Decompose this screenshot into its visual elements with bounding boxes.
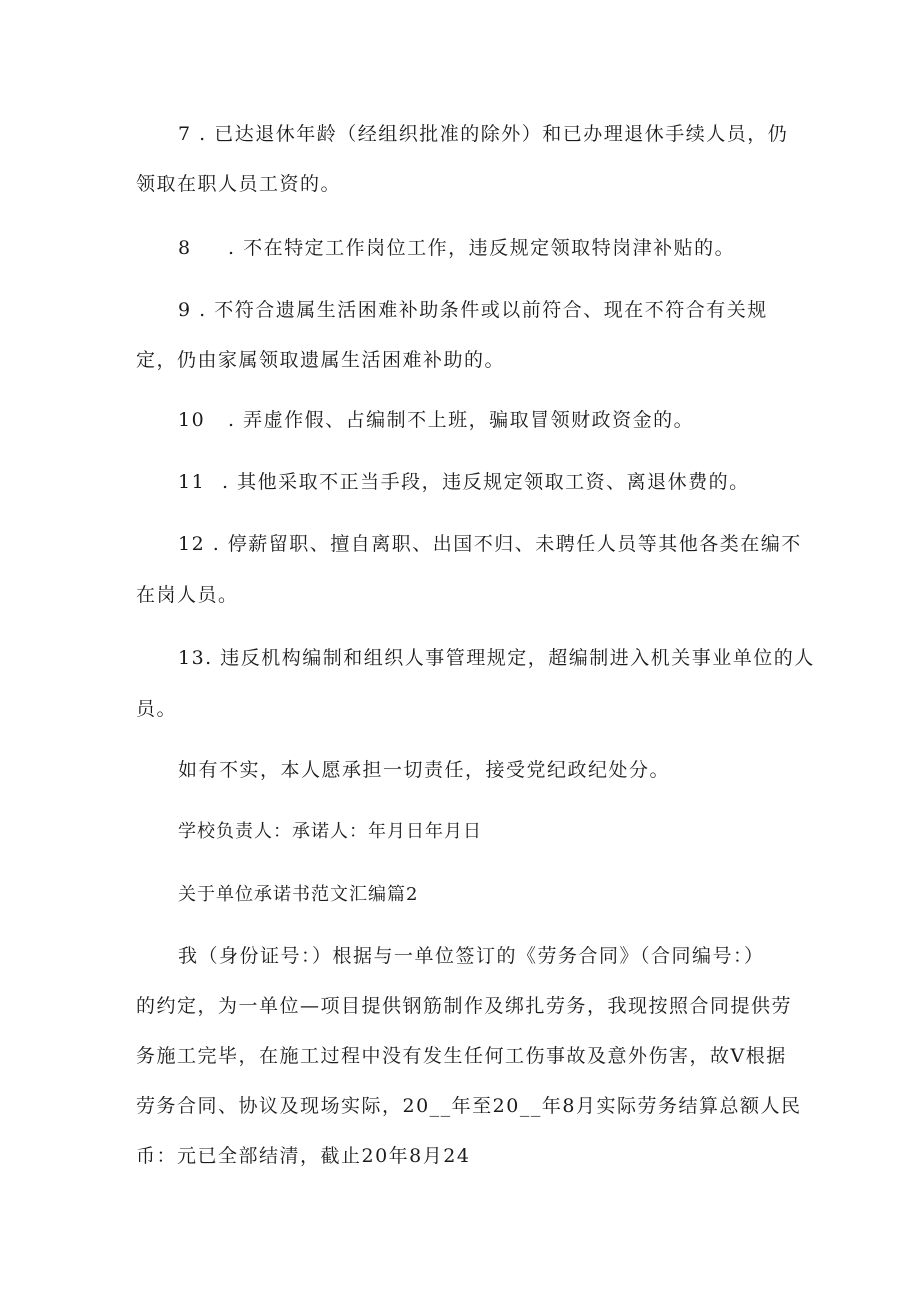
- signature-line: 学校负责人：承诺人：年月日年月日: [178, 821, 482, 842]
- item-7-line-1: 7 . 已达退休年龄（经组织批准的除外）和已办理退休手续人员，仍: [178, 123, 789, 145]
- item-8-number: 8: [178, 237, 192, 259]
- item-11: [178, 470, 750, 494]
- item-11-text: . 其他采取不正当手段，违反规定领取工资、离退休费的。: [222, 471, 750, 493]
- item-12-line-2: 在岗人员。: [136, 584, 239, 606]
- item-13-line-2: 员。: [136, 698, 178, 720]
- section-title: 关于单位承诺书范文汇编篇2: [178, 884, 419, 905]
- para-2-line-3: 务施工完毕，在施工过程中没有发生任何工伤事故及意外伤害，故V根据: [136, 1045, 787, 1067]
- para-2-line-4: 劳务合同、协议及现场实际，20__年至20__年8月实际劳务结算总额人民: [136, 1095, 802, 1117]
- item-11-number: 11: [178, 471, 206, 493]
- para-2-line-2: 的约定，为一单位—项目提供钢筋制作及绑扎劳务，我现按照合同提供劳: [136, 995, 793, 1017]
- item-8: [178, 236, 735, 260]
- item-9-line-1: 9 . 不符合遗属生活困难补助条件或以前符合、现在不符合有关规: [178, 299, 768, 321]
- item-9-line-2: 定，仍由家属领取遗属生活困难补助的。: [136, 349, 506, 371]
- item-8-text: . 不在特定工作岗位工作，违反规定领取特岗津补贴的。: [228, 237, 736, 259]
- item-10-text: . 弄虚作假、占编制不上班，骗取冒领财政资金的。: [228, 409, 695, 431]
- item-12-line-1: 12 . 停薪留职、擅自离职、出国不归、未聘任人员等其他各类在编不: [178, 533, 802, 555]
- pledge-statement: 如有不实，本人愿承担一切责任，接受党纪政纪处分。: [178, 759, 671, 781]
- item-10: [178, 408, 694, 432]
- para-2-line-1: 我（身份证号：）根据与一单位签订的《劳务合同》（合同编号：）: [178, 945, 765, 967]
- para-2-line-5: 币：元已全部结清，截止20年8月24: [136, 1145, 471, 1167]
- item-13-line-1: 13. 违反机构编制和组织人事管理规定，超编制进入机关事业单位的人: [178, 647, 815, 669]
- item-7-line-2: 领取在职人员工资的。: [136, 173, 342, 195]
- item-10-number: 10: [178, 409, 206, 431]
